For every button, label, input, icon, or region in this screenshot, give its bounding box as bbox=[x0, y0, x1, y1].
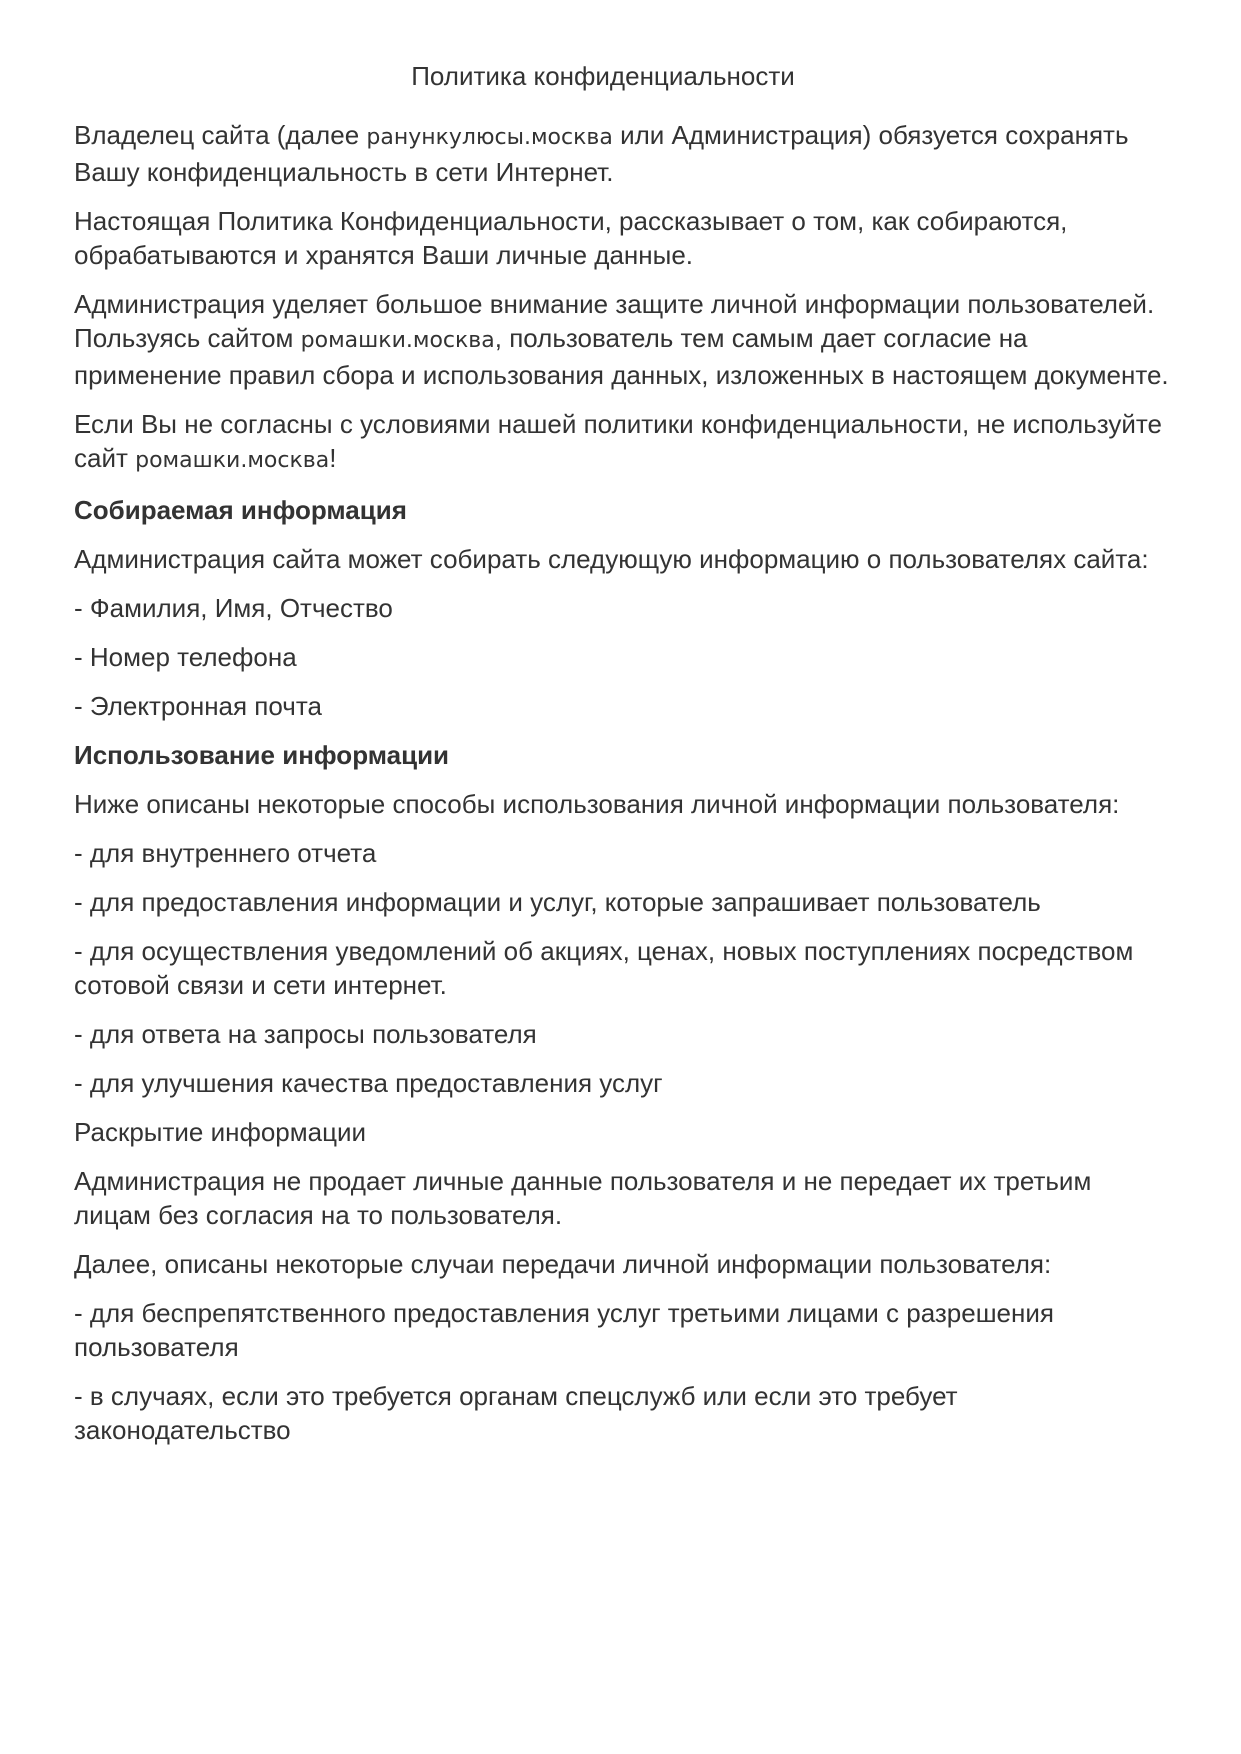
list-item: - для предоставления информации и услуг, которые запрашивает пользователь bbox=[74, 887, 1041, 917]
intro-text: , пользователь тем самым дает согласие на применение правил сбора и использования данных, изложенных в настоящем документе. bbox=[74, 323, 1169, 390]
site-name: ромашки.москва bbox=[300, 328, 495, 353]
list-item: - для беспрепятственного предоставления услуг третьими лицами с разрешения пользователя bbox=[74, 1298, 1054, 1362]
list-item: - в случаях, если это требуется органам спецслужб или если это требует законодательство bbox=[74, 1381, 958, 1445]
list-item: - Электронная почта bbox=[74, 691, 322, 721]
site-name: ранункулюсы.москва bbox=[366, 125, 613, 150]
list-item: - для осуществления уведомлений об акциях, ценах, новых поступлениях посредством сотовой связи и сети интернет. bbox=[74, 936, 1134, 1000]
section-heading-disclosure: Раскрытие информации bbox=[74, 1117, 367, 1147]
intro-text: ! bbox=[329, 443, 337, 473]
disclosure-paragraph: Администрация не продает личные данные пользователя и не передает их третьим лицам без согласия на то пользователя. bbox=[74, 1166, 1092, 1230]
list-item: - для ответа на запросы пользователя bbox=[74, 1019, 537, 1049]
intro-text: Если Вы не согласны с условиями нашей политики конфиденциальности, не используйте сайт bbox=[74, 409, 1162, 473]
document-page bbox=[74, 56, 1174, 1462]
usage-lead: Ниже описаны некоторые способы использования личной информации пользователя: bbox=[74, 789, 1120, 819]
site-name: ромашки.москва bbox=[135, 448, 330, 473]
disclosure-lead: Далее, описаны некоторые случаи передачи личной информации пользователя: bbox=[74, 1249, 1052, 1279]
intro-paragraph-1 bbox=[74, 118, 1174, 189]
intro-paragraph-3 bbox=[74, 287, 1174, 392]
intro-text: Администрация уделяет большое внимание защите личной информации пользователей. Пользуясь сайтом bbox=[74, 289, 1155, 353]
intro-text: Владелец сайта (далее bbox=[74, 120, 367, 150]
intro-text: или Администрация) обязуется сохранять Вашу конфиденциальность в сети Интернет. bbox=[74, 120, 1129, 187]
list-item: - для внутреннего отчета bbox=[74, 838, 377, 868]
list-item: - Фамилия, Имя, Отчество bbox=[74, 593, 393, 623]
list-item: - Номер телефона bbox=[74, 642, 297, 672]
section-heading-usage: Использование информации bbox=[74, 740, 450, 770]
section-heading-collected: Собираемая информация bbox=[74, 495, 407, 525]
intro-paragraph-2: Настоящая Политика Конфиденциальности, рассказывает о том, как собираются, обрабатываются и хранятся Ваши личные данные. bbox=[74, 206, 1068, 270]
collected-lead: Администрация сайта может собирать следующую информацию о пользователях сайта: bbox=[74, 544, 1149, 574]
document-title: Политика конфиденциальности bbox=[411, 61, 795, 91]
list-item: - для улучшения качества предоставления услуг bbox=[74, 1068, 663, 1098]
intro-paragraph-4 bbox=[74, 407, 1174, 478]
